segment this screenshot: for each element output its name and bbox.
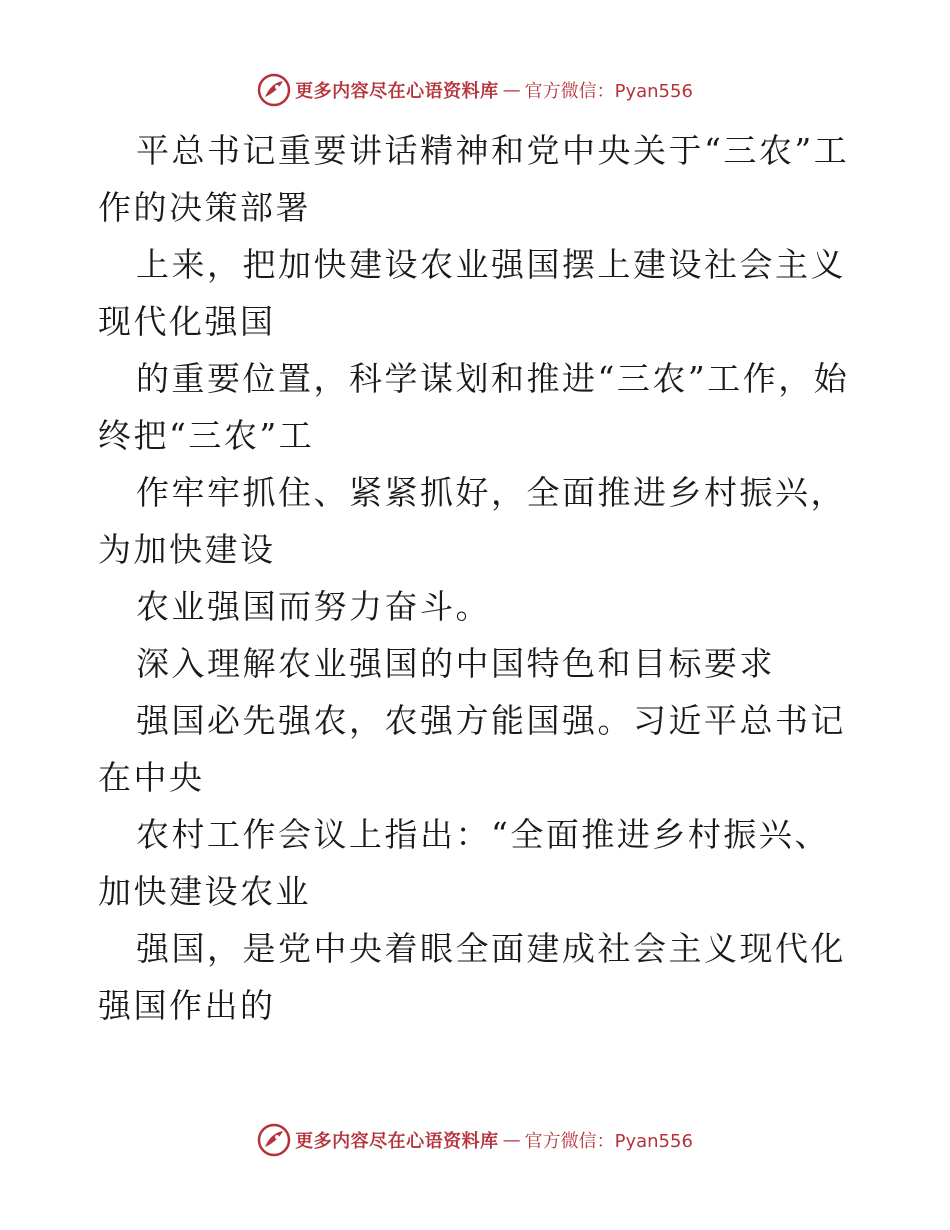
paragraph: 的重要位置，科学谋划和推进“三农”工作，始终把“三农”工 [98, 359, 850, 455]
paragraph: 平总书记重要讲话精神和党中央关于“三农”工作的决策部署 [98, 131, 850, 227]
pen-nib-logo-icon [257, 1123, 291, 1157]
watermark-separator: — [502, 1129, 521, 1151]
section-heading: 深入理解农业强国的中国特色和目标要求 [136, 644, 775, 683]
watermark-separator: — [502, 79, 521, 101]
paragraph: 上来，把加快建设农业强国摆上建设社会主义现代化强国 [98, 245, 846, 341]
footer-watermark [0, 1120, 950, 1160]
paragraph: 农村工作会议上指出：“全面推进乡村振兴、加快建设农业 [98, 815, 830, 911]
watermark-contact-text: 官方微信：Pyan556 [524, 81, 693, 102]
watermark-brand-text: 更多内容尽在心语资料库 [295, 1131, 499, 1152]
paragraph: 强国必先强农，农强方能国强。习近平总书记在中央 [98, 701, 846, 797]
header-watermark [0, 70, 950, 110]
watermark-brand-text: 更多内容尽在心语资料库 [295, 81, 499, 102]
document-body [98, 122, 858, 1034]
paragraph: 农业强国而努力奋斗。 [136, 587, 491, 626]
paragraph: 强国，是党中央着眼全面建成社会主义现代化强国作出的 [98, 929, 846, 1025]
paragraph: 作牢牢抓住、紧紧抓好，全面推进乡村振兴，为加快建设 [98, 473, 846, 569]
watermark-contact-text: 官方微信：Pyan556 [524, 1131, 693, 1152]
pen-nib-logo-icon [257, 73, 291, 107]
